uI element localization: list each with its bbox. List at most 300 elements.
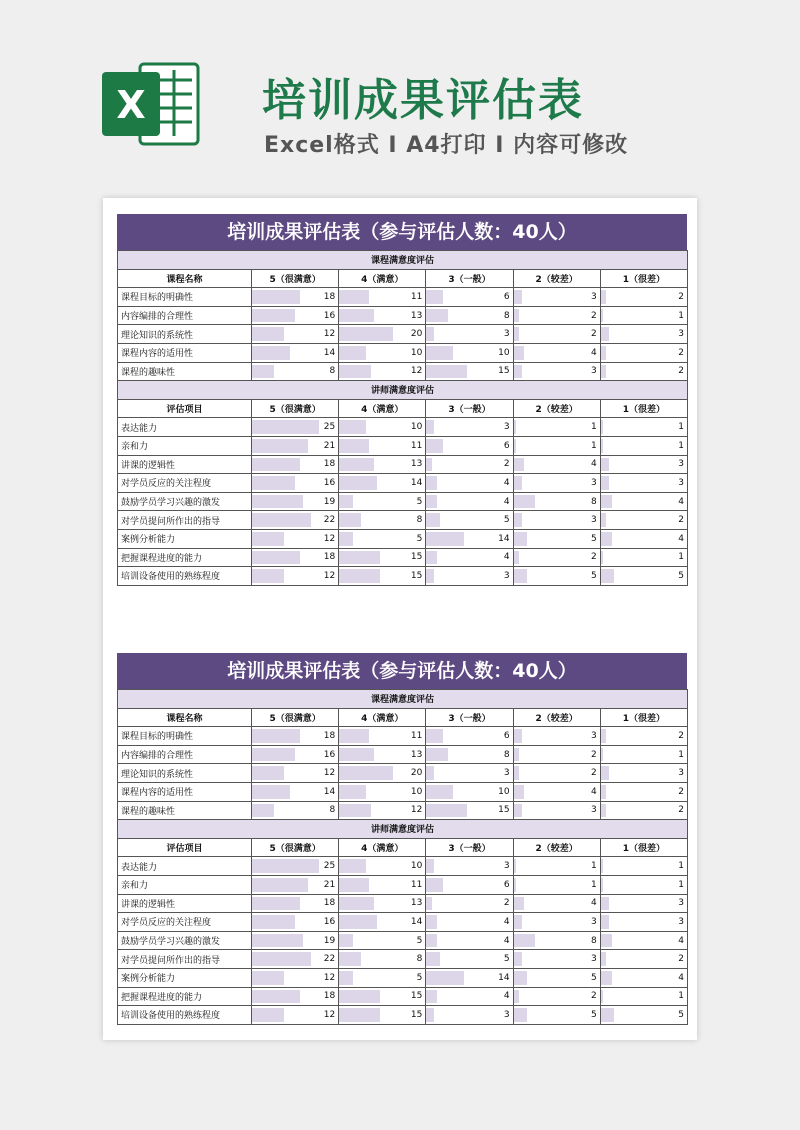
value-cell	[426, 529, 513, 548]
row-label: 培训设备使用的熟练程度	[118, 1006, 252, 1025]
value-cell	[252, 782, 339, 801]
value-cell	[339, 474, 426, 493]
row-label: 对学员反应的关注程度	[118, 474, 252, 493]
row-label: 课程的趣味性	[118, 362, 252, 381]
value-cell	[513, 325, 600, 344]
value-number: 4	[591, 898, 597, 909]
table-row	[118, 288, 688, 307]
value-cell	[252, 436, 339, 455]
column-header: 课程名称	[118, 269, 252, 288]
value-number: 1	[678, 422, 685, 433]
value-cell	[426, 474, 513, 493]
value-cell	[339, 548, 426, 567]
value-cell	[339, 1006, 426, 1025]
row-label: 培训设备使用的熟练程度	[118, 567, 252, 586]
data-bar	[601, 327, 609, 341]
value-cell	[252, 1006, 339, 1025]
table-row	[118, 567, 688, 586]
data-bar	[601, 859, 604, 873]
logo-letter: X	[116, 83, 146, 127]
data-bar	[601, 439, 604, 453]
value-number: 3	[503, 422, 510, 433]
value-number: 11	[410, 440, 423, 451]
value-cell	[339, 288, 426, 307]
data-bar	[339, 327, 393, 341]
value-cell	[252, 567, 339, 586]
data-bar	[601, 532, 612, 546]
page-subtitle: Excel格式 I A4打印 I 内容可修改	[264, 133, 629, 158]
value-number: 12	[323, 1009, 336, 1020]
value-number: 3	[678, 477, 685, 488]
column-header: 3（一般）	[426, 399, 513, 418]
value-number: 1	[591, 440, 597, 451]
value-number: 15	[410, 570, 423, 581]
value-number: 11	[410, 879, 423, 890]
value-number: 15	[410, 991, 423, 1002]
column-header: 4（满意）	[339, 399, 426, 418]
data-bar	[426, 569, 434, 583]
value-number: 19	[323, 935, 336, 946]
data-bar	[426, 365, 466, 379]
column-header: 5（很满意）	[252, 399, 339, 418]
value-cell	[426, 436, 513, 455]
value-cell	[513, 343, 600, 362]
table-row	[118, 306, 688, 325]
data-bar	[426, 729, 442, 743]
data-bar	[252, 346, 290, 360]
value-cell	[426, 894, 513, 913]
value-number: 21	[323, 440, 336, 451]
value-cell	[252, 894, 339, 913]
table-row	[118, 529, 688, 548]
header-row	[118, 838, 688, 857]
value-number: 2	[678, 786, 685, 797]
data-bar	[339, 897, 374, 911]
value-number: 6	[503, 440, 510, 451]
value-cell	[600, 894, 687, 913]
value-cell	[600, 548, 687, 567]
value-number: 2	[678, 515, 685, 526]
value-cell	[426, 727, 513, 746]
value-number: 20	[410, 329, 423, 340]
value-cell	[252, 745, 339, 764]
data-bar	[514, 729, 522, 743]
value-number: 21	[323, 879, 336, 890]
value-number: 5	[416, 972, 423, 983]
value-number: 1	[678, 879, 685, 890]
evaluation-table	[117, 689, 688, 1025]
value-cell	[339, 782, 426, 801]
data-bar	[339, 513, 361, 527]
column-header: 3（一般）	[426, 708, 513, 727]
data-bar	[339, 990, 379, 1004]
value-cell	[513, 931, 600, 950]
value-number: 10	[410, 422, 423, 433]
value-number: 14	[410, 477, 423, 488]
value-number: 22	[323, 515, 336, 526]
value-number: 2	[503, 459, 510, 470]
value-cell	[426, 343, 513, 362]
value-cell	[426, 764, 513, 783]
column-header: 5（很满意）	[252, 838, 339, 857]
value-cell	[600, 288, 687, 307]
data-bar	[252, 551, 300, 565]
value-number: 2	[591, 991, 597, 1002]
value-number: 4	[503, 496, 510, 507]
value-cell	[339, 913, 426, 932]
data-bar	[426, 878, 442, 892]
value-cell	[513, 529, 600, 548]
value-cell	[513, 288, 600, 307]
value-number: 5	[416, 496, 423, 507]
value-number: 12	[323, 570, 336, 581]
value-number: 12	[410, 805, 423, 816]
value-cell	[426, 1006, 513, 1025]
page-header	[0, 0, 800, 190]
value-number: 3	[591, 366, 597, 377]
value-number: 2	[591, 749, 597, 760]
data-bar	[252, 990, 300, 1004]
value-cell	[426, 548, 513, 567]
value-cell	[513, 362, 600, 381]
evaluation-table	[117, 250, 688, 586]
value-number: 18	[323, 730, 336, 741]
value-cell	[339, 567, 426, 586]
value-number: 18	[323, 291, 336, 302]
value-cell	[513, 306, 600, 325]
value-number: 20	[410, 768, 423, 779]
data-bar	[252, 934, 303, 948]
data-bar	[426, 290, 442, 304]
value-cell	[513, 857, 600, 876]
value-cell	[600, 455, 687, 474]
row-label: 表达能力	[118, 857, 252, 876]
value-number: 5	[416, 935, 423, 946]
value-cell	[600, 745, 687, 764]
value-number: 10	[410, 347, 423, 358]
value-number: 16	[323, 310, 336, 321]
column-header: 5（很满意）	[252, 708, 339, 727]
evaluation-form-2	[117, 653, 687, 1025]
data-bar	[601, 785, 606, 799]
value-cell	[600, 857, 687, 876]
value-cell	[252, 548, 339, 567]
row-label: 讲课的逻辑性	[118, 455, 252, 474]
data-bar	[252, 766, 284, 780]
value-number: 11	[410, 730, 423, 741]
data-bar	[514, 804, 522, 818]
data-bar	[514, 897, 525, 911]
row-label: 把握课程进度的能力	[118, 548, 252, 567]
value-cell	[513, 418, 600, 437]
value-number: 14	[323, 347, 336, 358]
table-row	[118, 325, 688, 344]
value-cell	[339, 987, 426, 1006]
value-number: 4	[591, 459, 597, 470]
value-number: 15	[410, 1009, 423, 1020]
data-bar	[601, 934, 612, 948]
data-bar	[601, 915, 609, 929]
value-cell	[252, 362, 339, 381]
data-bar	[252, 290, 300, 304]
data-bar	[601, 748, 604, 762]
value-cell	[339, 492, 426, 511]
value-number: 5	[591, 570, 597, 581]
row-label: 对学员反应的关注程度	[118, 913, 252, 932]
value-cell	[339, 455, 426, 474]
section-title-row	[118, 690, 688, 709]
table-row	[118, 727, 688, 746]
value-cell	[426, 745, 513, 764]
value-cell	[513, 968, 600, 987]
data-bar	[514, 748, 519, 762]
value-number: 12	[323, 972, 336, 983]
data-bar	[339, 346, 366, 360]
value-cell	[600, 529, 687, 548]
value-cell	[600, 913, 687, 932]
row-label: 亲和力	[118, 436, 252, 455]
trainer-satisfaction-section	[118, 381, 688, 586]
column-header: 2（较差）	[513, 399, 600, 418]
value-cell	[426, 418, 513, 437]
value-cell	[252, 306, 339, 325]
data-bar	[426, 420, 434, 434]
data-bar	[601, 420, 604, 434]
value-cell	[600, 931, 687, 950]
value-number: 15	[410, 552, 423, 563]
value-number: 12	[323, 533, 336, 544]
data-bar	[252, 1008, 284, 1022]
trainer-satisfaction-section	[118, 820, 688, 1025]
value-number: 1	[678, 552, 685, 563]
table-row	[118, 968, 688, 987]
data-bar	[426, 327, 434, 341]
form-title: 培训成果评估表（参与评估人数：40人）	[117, 214, 687, 250]
value-cell	[426, 857, 513, 876]
value-number: 22	[323, 954, 336, 965]
section-title: 课程满意度评估	[118, 690, 688, 709]
column-header: 5（很满意）	[252, 269, 339, 288]
data-bar	[426, 971, 464, 985]
value-number: 11	[410, 291, 423, 302]
column-header: 4（满意）	[339, 838, 426, 857]
value-number: 5	[503, 515, 510, 526]
data-bar	[252, 569, 284, 583]
value-number: 4	[503, 477, 510, 488]
value-number: 6	[503, 291, 510, 302]
data-bar	[601, 551, 604, 565]
data-bar	[514, 513, 522, 527]
value-number: 12	[410, 366, 423, 377]
header-row	[118, 399, 688, 418]
value-number: 1	[591, 879, 597, 890]
value-cell	[252, 987, 339, 1006]
data-bar	[252, 495, 303, 509]
value-cell	[600, 1006, 687, 1025]
value-cell	[339, 306, 426, 325]
evaluation-form-1	[117, 214, 687, 586]
data-bar	[426, 785, 453, 799]
data-bar	[426, 748, 448, 762]
value-number: 8	[591, 496, 597, 507]
data-bar	[426, 532, 464, 546]
value-number: 3	[503, 329, 510, 340]
section-title: 讲师满意度评估	[118, 381, 688, 400]
data-bar	[514, 309, 519, 323]
value-cell	[513, 745, 600, 764]
value-number: 6	[503, 730, 510, 741]
value-number: 2	[678, 347, 685, 358]
data-bar	[339, 952, 361, 966]
data-bar	[514, 420, 517, 434]
data-bar	[339, 915, 377, 929]
row-label: 对学员提问所作出的指导	[118, 511, 252, 530]
section-title: 讲师满意度评估	[118, 820, 688, 839]
row-label: 案例分析能力	[118, 529, 252, 548]
data-bar	[601, 569, 614, 583]
data-bar	[514, 532, 527, 546]
value-number: 4	[503, 916, 510, 927]
value-number: 18	[323, 459, 336, 470]
value-number: 2	[678, 730, 685, 741]
value-cell	[252, 529, 339, 548]
value-cell	[339, 764, 426, 783]
row-label: 把握课程进度的能力	[118, 987, 252, 1006]
value-cell	[513, 801, 600, 820]
value-number: 5	[591, 1009, 597, 1020]
value-cell	[600, 782, 687, 801]
table-row	[118, 950, 688, 969]
section-title: 课程满意度评估	[118, 251, 688, 270]
table-row	[118, 894, 688, 913]
data-bar	[252, 915, 295, 929]
row-label: 理论知识的系统性	[118, 325, 252, 344]
data-bar	[426, 458, 431, 472]
row-label: 课程目标的明确性	[118, 727, 252, 746]
section-title-row	[118, 251, 688, 270]
value-number: 3	[678, 459, 685, 470]
value-number: 3	[678, 916, 685, 927]
data-bar	[514, 439, 517, 453]
data-bar	[601, 476, 609, 490]
table-row	[118, 492, 688, 511]
value-number: 16	[323, 477, 336, 488]
data-bar	[426, 915, 437, 929]
value-number: 1	[591, 422, 597, 433]
value-cell	[339, 745, 426, 764]
data-bar	[252, 729, 300, 743]
data-bar	[601, 878, 604, 892]
row-label: 课程目标的明确性	[118, 288, 252, 307]
row-label: 内容编排的合理性	[118, 745, 252, 764]
table-row	[118, 764, 688, 783]
value-number: 4	[591, 347, 597, 358]
value-cell	[426, 455, 513, 474]
data-bar	[339, 804, 371, 818]
table-row	[118, 745, 688, 764]
value-cell	[252, 875, 339, 894]
value-number: 8	[329, 366, 336, 377]
data-bar	[252, 439, 308, 453]
data-bar	[426, 495, 437, 509]
value-cell	[252, 968, 339, 987]
data-bar	[339, 569, 379, 583]
data-bar	[252, 785, 290, 799]
row-label: 鼓励学员学习兴趣的激发	[118, 492, 252, 511]
value-number: 4	[503, 991, 510, 1002]
value-cell	[252, 950, 339, 969]
form-title: 培训成果评估表（参与评估人数：40人）	[117, 653, 687, 689]
data-bar	[426, 1008, 434, 1022]
data-bar	[514, 569, 527, 583]
table-row	[118, 875, 688, 894]
data-bar	[426, 551, 437, 565]
value-number: 2	[678, 805, 685, 816]
column-header: 2（较差）	[513, 838, 600, 857]
value-number: 6	[503, 879, 510, 890]
data-bar	[514, 766, 519, 780]
value-cell	[339, 875, 426, 894]
table-row	[118, 931, 688, 950]
data-bar	[339, 729, 369, 743]
row-label: 内容编排的合理性	[118, 306, 252, 325]
data-bar	[601, 729, 606, 743]
table-row	[118, 857, 688, 876]
data-bar	[339, 934, 352, 948]
document-sheet	[103, 198, 697, 1040]
data-bar	[426, 309, 448, 323]
value-cell	[252, 931, 339, 950]
value-number: 2	[591, 552, 597, 563]
value-cell	[339, 343, 426, 362]
data-bar	[514, 971, 527, 985]
data-bar	[339, 309, 374, 323]
value-cell	[426, 950, 513, 969]
data-bar	[601, 971, 612, 985]
value-cell	[513, 894, 600, 913]
value-number: 3	[591, 291, 597, 302]
value-number: 3	[591, 515, 597, 526]
value-cell	[252, 511, 339, 530]
data-bar	[601, 309, 604, 323]
value-cell	[513, 474, 600, 493]
column-header: 3（一般）	[426, 269, 513, 288]
value-number: 13	[410, 898, 423, 909]
row-label: 课程内容的适用性	[118, 782, 252, 801]
value-number: 1	[591, 861, 597, 872]
data-bar	[252, 420, 319, 434]
column-header: 评估项目	[118, 399, 252, 418]
value-number: 13	[410, 459, 423, 470]
value-cell	[426, 968, 513, 987]
value-number: 1	[678, 749, 685, 760]
data-bar	[514, 495, 536, 509]
value-number: 2	[591, 768, 597, 779]
column-header: 1（很差）	[600, 708, 687, 727]
data-bar	[252, 365, 274, 379]
value-number: 1	[678, 440, 685, 451]
data-bar	[252, 513, 311, 527]
value-cell	[600, 362, 687, 381]
value-number: 8	[503, 310, 510, 321]
data-bar	[339, 878, 369, 892]
data-bar	[601, 766, 609, 780]
column-header: 1（很差）	[600, 269, 687, 288]
value-cell	[600, 474, 687, 493]
column-header: 1（很差）	[600, 399, 687, 418]
value-cell	[426, 511, 513, 530]
value-number: 14	[323, 786, 336, 797]
